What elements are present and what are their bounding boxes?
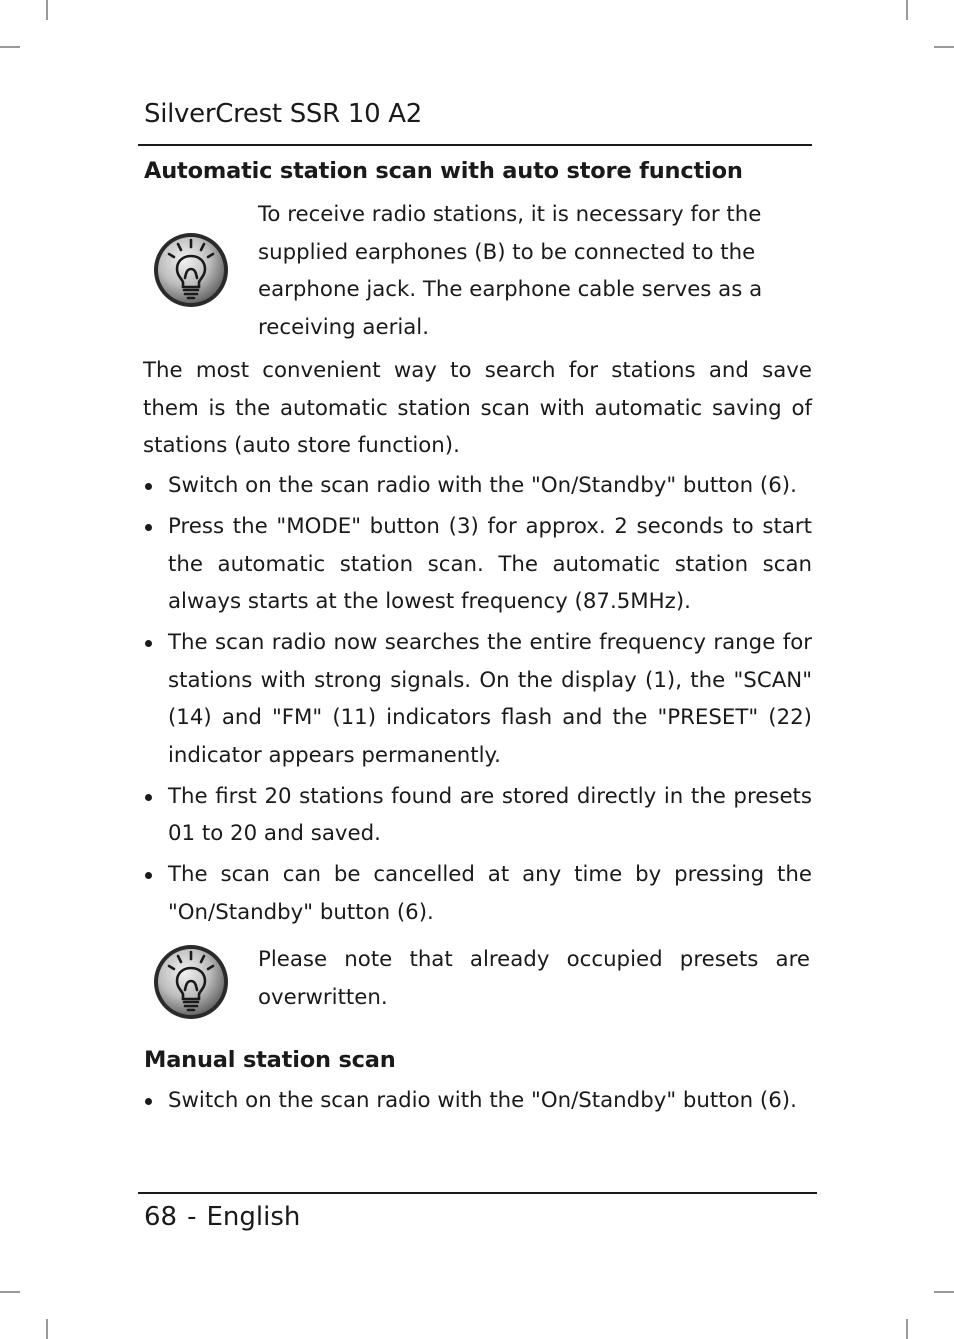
list-item: Switch on the scan radio with the "On/Standby" button (6). <box>143 467 812 505</box>
footer-rule <box>138 1192 817 1194</box>
list-item: Press the "MODE" button (3) for approx. 2 seconds to start the automatic station scan. The automatic station scan always starts at the lowest frequency (87.5MHz). <box>143 508 812 621</box>
page-header-title: SilverCrest SSR 10 A2 <box>144 99 423 129</box>
lightbulb-icon <box>152 228 232 308</box>
footer-separator: - <box>187 1202 197 1232</box>
crop-mark <box>906 1319 908 1339</box>
header-rule <box>138 144 812 146</box>
crop-mark <box>934 46 954 48</box>
page-number: 68 <box>144 1202 178 1232</box>
crop-mark <box>934 1291 954 1293</box>
crop-mark <box>906 0 908 20</box>
crop-mark <box>46 0 48 20</box>
page-footer <box>144 1202 300 1232</box>
crop-mark <box>46 1319 48 1339</box>
instruction-list <box>143 467 812 935</box>
info-note <box>152 202 812 348</box>
crop-mark <box>0 1291 20 1293</box>
info-note-text: To receive radio stations, it is necessary for the supplied earphones (B) to be connected to the earphone jack. The earphone cable serves as a receiving aerial. <box>258 202 763 340</box>
list-item: Switch on the scan radio with the "On/Standby" button (6). <box>143 1082 812 1120</box>
body-paragraph: The most convenient way to search for stations and save them is the automatic station scan with automatic saving of stations (auto store function). <box>143 358 812 458</box>
list-item: The scan can be cancelled at any time by pressing the "On/Standby" button (6). <box>143 856 812 931</box>
lightbulb-icon <box>152 940 232 1020</box>
info-note-text: Please note that already occupied presets are overwritten. <box>258 947 810 1010</box>
list-item: The first 20 stations found are stored directly in the presets 01 to 20 and saved. <box>143 778 812 853</box>
section-heading-auto-scan: Automatic station scan with auto store function <box>144 158 743 184</box>
crop-mark <box>0 46 20 48</box>
section-heading-manual-scan: Manual station scan <box>144 1047 396 1073</box>
info-note <box>152 940 812 1020</box>
footer-language: English <box>206 1202 301 1232</box>
instruction-list <box>143 1082 812 1123</box>
list-item: The scan radio now searches the entire frequency range for stations with strong signals. On the display (1), the "SCAN" (14) and "FM" (11) indicators flash and the "PRESET" (22) indicator appears permanently. <box>143 624 812 774</box>
